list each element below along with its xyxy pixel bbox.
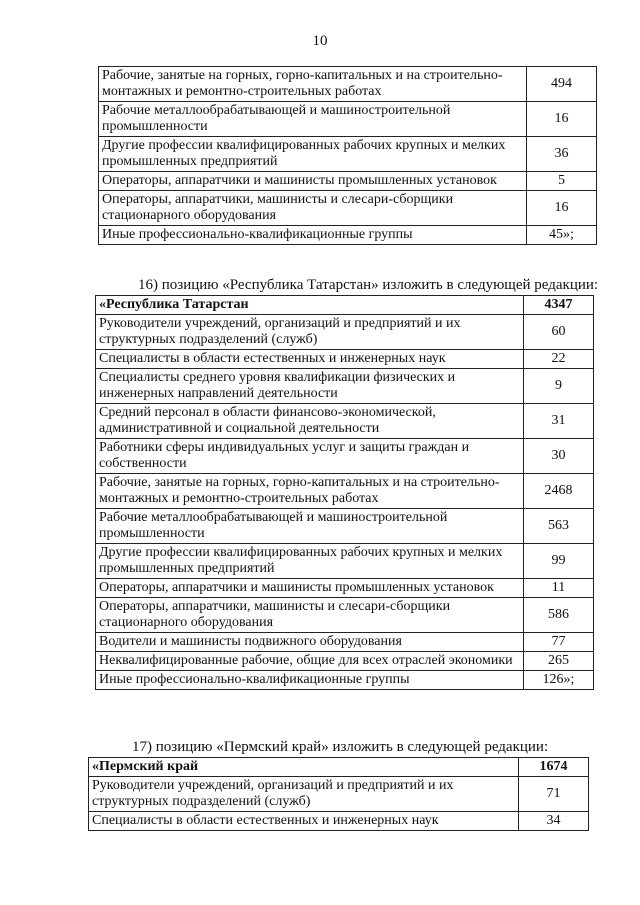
row-label: Операторы, аппаратчики, машинисты и слесари-сборщики стационарного оборудования bbox=[96, 598, 524, 633]
table-row bbox=[99, 67, 597, 102]
row-label: Рабочие, занятые на горных, горно-капитальных и на строительно-монтажных и ремонтно-строительных работах bbox=[99, 67, 527, 102]
row-value: 36 bbox=[527, 137, 597, 172]
row-label: Специалисты среднего уровня квалификации физических и инженерных направлений деятельности bbox=[96, 369, 524, 404]
row-label: Неквалифицированные рабочие, общие для всех отраслей экономики bbox=[96, 652, 524, 671]
table-row bbox=[99, 102, 597, 137]
row-value: 9 bbox=[524, 369, 594, 404]
row-value: 45»; bbox=[527, 226, 597, 245]
table-row bbox=[96, 652, 594, 671]
table-header-row bbox=[89, 758, 589, 777]
row-value: 11 bbox=[524, 579, 594, 598]
table-perm bbox=[88, 757, 589, 831]
row-label: Операторы, аппаратчики, машинисты и слесари-сборщики стационарного оборудования bbox=[99, 191, 527, 226]
row-label: Другие профессии квалифицированных рабочих крупных и мелких промышленных предприятий bbox=[96, 544, 524, 579]
page-number: 10 bbox=[312, 33, 328, 49]
table-row bbox=[96, 439, 594, 474]
row-label: Водители и машинисты подвижного оборудования bbox=[96, 633, 524, 652]
row-value: 99 bbox=[524, 544, 594, 579]
table-header-row bbox=[96, 296, 594, 315]
row-value: 586 bbox=[524, 598, 594, 633]
row-value: 30 bbox=[524, 439, 594, 474]
row-value: 265 bbox=[524, 652, 594, 671]
table-row bbox=[96, 474, 594, 509]
row-label: Специалисты в области естественных и инженерных наук bbox=[96, 350, 524, 369]
row-value: 77 bbox=[524, 633, 594, 652]
row-value: 34 bbox=[519, 812, 589, 831]
table-row bbox=[99, 137, 597, 172]
region-name: «Республика Татарстан bbox=[96, 296, 524, 315]
table-row bbox=[99, 226, 597, 245]
table-row bbox=[96, 579, 594, 598]
row-value: 563 bbox=[524, 509, 594, 544]
row-label: Руководители учреждений, организаций и предприятий и их структурных подразделений (служб) bbox=[96, 315, 524, 350]
table-continuation bbox=[98, 66, 597, 245]
table-row bbox=[96, 369, 594, 404]
row-value: 31 bbox=[524, 404, 594, 439]
table-row bbox=[99, 172, 597, 191]
row-label: Руководители учреждений, организаций и предприятий и их структурных подразделений (служб) bbox=[89, 777, 519, 812]
row-value: 126»; bbox=[524, 671, 594, 690]
region-total: 1674 bbox=[519, 758, 589, 777]
table-row bbox=[96, 598, 594, 633]
table-row bbox=[89, 812, 589, 831]
row-value: 16 bbox=[527, 191, 597, 226]
table-row bbox=[96, 544, 594, 579]
row-label: Рабочие металлообрабатывающей и машиностроительной промышленности bbox=[99, 102, 527, 137]
table-row bbox=[96, 404, 594, 439]
table-row bbox=[89, 777, 589, 812]
table-row bbox=[96, 509, 594, 544]
region-total: 4347 bbox=[524, 296, 594, 315]
table-row bbox=[96, 350, 594, 369]
row-label: Иные профессионально-квалификационные группы bbox=[99, 226, 527, 245]
row-label: Работники сферы индивидуальных услуг и защиты граждан и собственности bbox=[96, 439, 524, 474]
table-row bbox=[96, 671, 594, 690]
region-name: «Пермский край bbox=[89, 758, 519, 777]
row-value: 494 bbox=[527, 67, 597, 102]
row-label: Рабочие металлообрабатывающей и машиностроительной промышленности bbox=[96, 509, 524, 544]
row-value: 22 bbox=[524, 350, 594, 369]
row-label: Операторы, аппаратчики и машинисты промышленных установок bbox=[99, 172, 527, 191]
row-label: Другие профессии квалифицированных рабочих крупных и мелких промышленных предприятий bbox=[99, 137, 527, 172]
row-value: 16 bbox=[527, 102, 597, 137]
row-value: 5 bbox=[527, 172, 597, 191]
paragraph-17: 17) позицию «Пермский край» изложить в следующей редакции: bbox=[132, 739, 549, 755]
row-value: 2468 bbox=[524, 474, 594, 509]
table-row bbox=[96, 315, 594, 350]
row-value: 71 bbox=[519, 777, 589, 812]
row-label: Иные профессионально-квалификационные группы bbox=[96, 671, 524, 690]
row-label: Средний персонал в области финансово-экономической, административной и социальной деятельности bbox=[96, 404, 524, 439]
paragraph-16: 16) позицию «Республика Татарстан» изложить в следующей редакции: bbox=[138, 277, 599, 293]
row-label: Операторы, аппаратчики и машинисты промышленных установок bbox=[96, 579, 524, 598]
row-label: Рабочие, занятые на горных, горно-капитальных и на строительно-монтажных и ремонтно-строительных работах bbox=[96, 474, 524, 509]
row-label: Специалисты в области естественных и инженерных наук bbox=[89, 812, 519, 831]
table-row bbox=[96, 633, 594, 652]
row-value: 60 bbox=[524, 315, 594, 350]
table-tatarstan bbox=[95, 295, 594, 690]
table-row bbox=[99, 191, 597, 226]
